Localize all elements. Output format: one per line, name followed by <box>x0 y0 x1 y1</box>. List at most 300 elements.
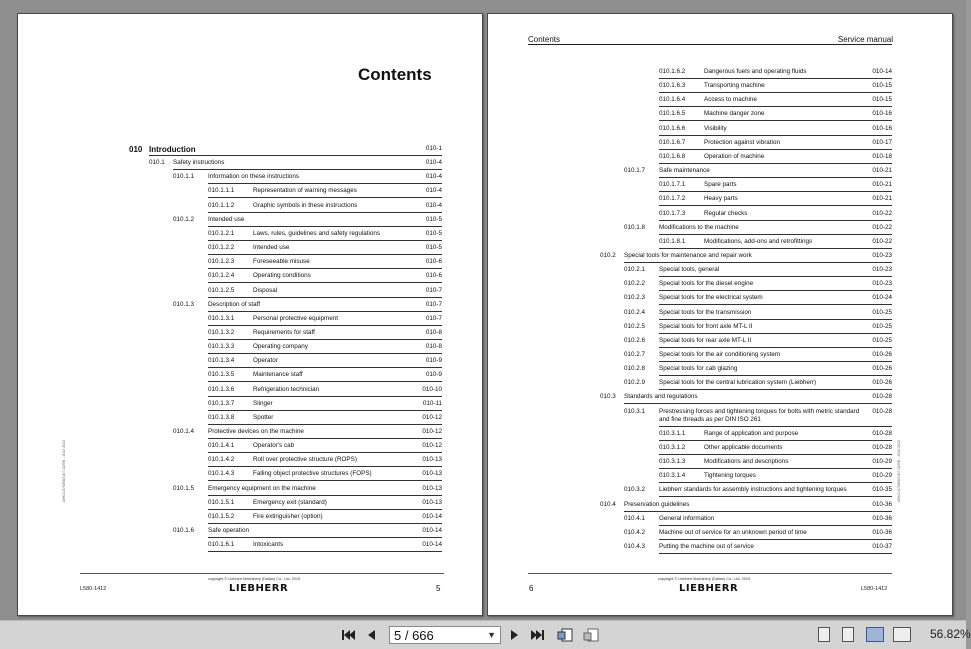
toc-entry-rule <box>208 254 442 255</box>
single-page-icon[interactable] <box>818 627 830 642</box>
toc-entry-page: 010-28 <box>872 407 892 415</box>
toc-entry-number: 010.1.6 <box>173 527 195 535</box>
toc-entry-rule <box>208 339 442 340</box>
toc-entry-rule <box>208 325 442 326</box>
toc-entry-number: 010.1.2 <box>173 215 195 223</box>
toc-entry-title: Maintenance staff <box>253 371 303 379</box>
toc-entry[interactable] <box>18 159 482 172</box>
toc-entry-page: 010-4 <box>425 201 442 209</box>
toc-entry-title: Special tools for the central lubrication system (Liebherr) <box>659 379 817 387</box>
toc-entry-page: 010-12 <box>422 413 442 421</box>
toc-entry-title: Special tools for cab glazing <box>659 365 738 373</box>
prev-page-icon[interactable] <box>364 626 378 644</box>
toc-entry[interactable] <box>18 527 482 540</box>
toc-entry-page: 010-7 <box>425 286 442 294</box>
toc-entry-number: 010.1.8 <box>624 223 646 231</box>
toc-entry-rule <box>208 212 442 213</box>
toc-entry-page: 010-16 <box>872 110 892 118</box>
page-6 <box>487 13 953 616</box>
toc-entry-rule <box>659 191 892 192</box>
toc-entry-page: 010-4 <box>425 159 442 167</box>
toc-entry-rule <box>208 311 442 312</box>
toc-entry-number: 010.1.1.1 <box>208 187 235 195</box>
toc-entry-rule <box>208 353 442 354</box>
toc-entry-rule <box>659 496 892 497</box>
toc-entry-rule <box>659 454 892 455</box>
toc-entry-rule <box>659 333 892 334</box>
toc-entry-number: 010.1.7.1 <box>659 181 686 189</box>
toc-entry-page: 010-14 <box>422 541 442 549</box>
toc-entry-title: Safe maintenance <box>659 167 710 175</box>
toc-entry-title: Special tools for the electrical system <box>659 294 763 302</box>
toc-entry-rule <box>624 511 892 512</box>
toc-entry-page: 010-36 <box>872 514 892 522</box>
toc-entry-title: Requirements for staff <box>253 328 315 336</box>
toc-entry-title: Special tools for front axle MT-L II <box>659 322 753 330</box>
toc-entry-rule <box>208 297 442 298</box>
toc-entry-rule <box>659 290 892 291</box>
toc-entry-number: 010.1.2.4 <box>208 272 235 280</box>
toc-entry[interactable] <box>488 458 952 471</box>
toc-entry-number: 010.1.4.3 <box>208 470 235 478</box>
toc-entry-page: 010-9 <box>425 371 442 379</box>
toc-entry-rule <box>208 282 442 283</box>
toc-entry-number: 010.1.4.1 <box>208 442 235 450</box>
toc-entry-number: 010.2 <box>600 251 616 259</box>
toc-entry[interactable] <box>488 167 952 180</box>
toc-entry-page: 010-12 <box>422 428 442 435</box>
toc-entry-page: 010-23 <box>872 266 892 274</box>
toc-entry-rule <box>659 276 892 277</box>
toc-entry-rule <box>208 495 442 496</box>
toc-entry-number: 010.1.6.4 <box>659 96 686 104</box>
toc-entry[interactable] <box>18 485 482 498</box>
toc-entry[interactable] <box>488 82 952 95</box>
toc-entry-rule <box>208 438 442 439</box>
toc-entry[interactable] <box>488 472 952 485</box>
toc-entry[interactable] <box>488 210 952 223</box>
toc-entry[interactable] <box>488 323 952 336</box>
toc-entry-page: 010-28 <box>872 443 892 451</box>
toc-entry-page: 010-29 <box>872 472 892 480</box>
toc-entry[interactable] <box>488 110 952 123</box>
toc-entry-page: 010-26 <box>872 379 892 387</box>
toc-entry-title: Range of application and purpose <box>704 429 799 437</box>
toc-entry-rule <box>208 226 442 227</box>
toc-entry-title: Liebherr standards for assembly instructions and tightening torques <box>659 486 847 494</box>
toc-entry-number: 010.3.2 <box>624 486 646 494</box>
toc-entry-rule <box>659 426 892 427</box>
toc-entry-title: Intended use <box>253 244 290 252</box>
toc-entry-title: Special tools for rear axle MT-L II <box>659 336 752 344</box>
toc-entry[interactable] <box>488 96 952 109</box>
toc-entry-rule <box>208 466 442 467</box>
toc-entry[interactable] <box>488 430 952 443</box>
toc-entry[interactable] <box>18 329 482 342</box>
fit-width-icon[interactable] <box>583 626 601 644</box>
next-page-icon[interactable] <box>508 626 522 644</box>
toc-entry-page: 010-22 <box>872 209 892 217</box>
toc-entry-page: 010-16 <box>872 124 892 132</box>
toc-entry-number: 010.1.3.3 <box>208 343 235 351</box>
toc-entry[interactable] <box>18 541 482 554</box>
toc-entry-title: Operating company <box>253 343 308 351</box>
toc-entry[interactable] <box>18 371 482 384</box>
toc-entry-title: Protection against vibration <box>704 138 780 146</box>
toc-entry-title: Fire extinguisher (option) <box>253 512 323 520</box>
toc-entry[interactable] <box>18 187 482 200</box>
toc-entry-number: 010.1.8.1 <box>659 237 686 245</box>
toc-entry-number: 010.4.3 <box>624 542 646 550</box>
toc-entry[interactable] <box>18 216 482 229</box>
page-number: 5 <box>436 584 441 593</box>
first-page-icon[interactable] <box>340 626 356 644</box>
toc-entry-rule <box>208 523 442 524</box>
toc-entry[interactable] <box>18 456 482 469</box>
toc-entry-page: 010-14 <box>422 512 442 520</box>
toc-entry-page: 010-9 <box>425 357 442 365</box>
toc-entry-rule <box>659 375 892 376</box>
footer-rule <box>80 573 444 574</box>
toc-entry-page: 010-29 <box>872 458 892 466</box>
last-page-icon[interactable] <box>530 626 546 644</box>
toc-entry-title: Modifications and descriptions <box>704 458 789 466</box>
toc-entry[interactable] <box>18 470 482 483</box>
toc-entry-page: 010-36 <box>872 528 892 536</box>
toc-entry[interactable] <box>488 238 952 251</box>
toc-entry[interactable] <box>18 244 482 257</box>
toc-entry[interactable] <box>18 272 482 285</box>
footer-copyright: copyright © Liebherr Machinery (Dalian) Co., Ltd. 2019 <box>658 577 751 581</box>
toc-entry-title: Falling object protective structures (FOPS) <box>253 470 372 478</box>
toc-entry[interactable] <box>488 337 952 350</box>
toc-entry[interactable] <box>488 515 952 528</box>
toc-entry[interactable] <box>488 501 952 514</box>
toc-entry-number: 010.1.7.3 <box>659 209 686 217</box>
toc-entry-title: Safety instructions <box>173 159 225 167</box>
toc-entry-rule <box>659 482 892 483</box>
toc-entry-title: Prestressing forces and tightening torques for bolts with metric standard and fine threads as per DIN ISO 261 <box>659 407 860 423</box>
toc-entry-page: 010-8 <box>425 328 442 336</box>
toc-entry-rule <box>173 169 442 170</box>
toc-entry-title: Emergency exit (standard) <box>253 498 327 506</box>
toc-entry-page: 010-5 <box>425 215 442 223</box>
toc-entry-page: 010-6 <box>425 272 442 280</box>
toc-entry-rule <box>659 361 892 362</box>
toc-entry-rule <box>208 183 442 184</box>
toc-entry[interactable] <box>488 444 952 457</box>
toc-entry-title: Operator <box>253 357 278 365</box>
toc-entry-title: Spotter <box>253 413 274 421</box>
toc-entry-number: 010.3 <box>600 393 616 401</box>
toc-entry-title: Standards and regulations <box>624 393 698 401</box>
toc-entry-number: 010 <box>129 145 143 154</box>
toc-entry-page: 010-36 <box>872 500 892 508</box>
toc-entry-rule <box>208 197 442 198</box>
toc-entry[interactable] <box>488 365 952 378</box>
toc-entry-title: Foreseeable misuse <box>253 258 310 266</box>
toc-entry-rule <box>208 381 442 382</box>
toc-entry-page: 010-13 <box>422 470 442 478</box>
toc-entry-title: Access to machine <box>704 96 757 104</box>
toc-entry-page: 010-23 <box>872 251 892 259</box>
toc-entry-title: Description of staff <box>208 300 261 308</box>
two-page-icon[interactable] <box>866 627 884 642</box>
toc-entry-rule <box>659 248 892 249</box>
toc-entry-page: 010-28 <box>872 429 892 437</box>
toc-entry-number: 010.1.3.1 <box>208 314 235 322</box>
toc-entry-page: 010-25 <box>872 322 892 330</box>
page-title: Contents <box>358 65 432 84</box>
toc-entry-page: 010-21 <box>872 195 892 203</box>
toc-entry-page: 010-14 <box>872 68 892 75</box>
toc-entry[interactable] <box>18 202 482 215</box>
toc-entry-number: 010.1.6.1 <box>208 541 235 549</box>
toc-entry[interactable] <box>488 529 952 542</box>
toc-entry-rule <box>208 410 442 411</box>
toc-entry[interactable] <box>488 379 952 392</box>
toc-entry-title: Representation of warning messages <box>253 187 357 195</box>
toc-entry[interactable] <box>18 343 482 356</box>
toc-entry-title: Modifications to the machine <box>659 223 739 231</box>
toc-entry[interactable] <box>18 414 482 427</box>
toc-entry[interactable] <box>488 224 952 237</box>
toc-entry-page: 010-13 <box>422 484 442 492</box>
toc-entry[interactable] <box>18 145 482 158</box>
toc-entry[interactable] <box>488 195 952 208</box>
toc-entry-title: Introduction <box>149 145 196 154</box>
toc-entry-number: 010.1.2.1 <box>208 229 235 237</box>
page-number: 6 <box>529 584 534 593</box>
toc-entry-number: 010.1.7.2 <box>659 195 686 203</box>
toc-entry[interactable] <box>488 153 952 166</box>
toc-entry-rule <box>208 480 442 481</box>
toc-entry-page: 010-22 <box>872 237 892 245</box>
toc-entry-number: 010.1.3 <box>173 300 195 308</box>
toc-entry[interactable] <box>488 125 952 138</box>
toc-entry-page: 010-14 <box>422 527 442 535</box>
toc-entry-rule <box>208 424 442 425</box>
toc-entry[interactable] <box>18 230 482 243</box>
toc-entry-page: 010-10 <box>422 385 442 393</box>
toc-entry[interactable] <box>18 386 482 399</box>
toc-entry-number: 010.1.6.8 <box>659 152 686 160</box>
toc-entry-number: 010.1.1.2 <box>208 201 235 209</box>
toc-entry-rule <box>659 304 892 305</box>
toc-entry-page: 010-1 <box>425 145 442 152</box>
page-5 <box>17 13 483 616</box>
toc-entry-rule <box>659 468 892 469</box>
toc-entry-rule <box>659 440 892 441</box>
toc-entry-rule <box>208 396 442 397</box>
toc-entry-number: 010.4.1 <box>624 514 646 522</box>
toc-entry-title: General information <box>659 514 715 522</box>
footer-copyright: copyright © Liebherr Machinery (Dalian) Co., Ltd. 2019 <box>208 577 301 581</box>
toc-entry-title: Special tools for the air conditioning system <box>659 351 781 358</box>
toc-entry[interactable] <box>18 315 482 328</box>
fit-page-icon[interactable] <box>557 626 575 644</box>
toc-entry-rule <box>659 149 892 150</box>
toc-entry-title: Roll over protective structure (ROPS) <box>253 456 357 464</box>
toc-entry-number: 010.1.6.5 <box>659 110 686 118</box>
toc-entry[interactable] <box>488 280 952 293</box>
toc-entry-page: 010-23 <box>872 280 892 288</box>
toc-entry-rule <box>208 367 442 368</box>
toc-entry-page: 010-21 <box>872 181 892 189</box>
toc-entry-page: 010-15 <box>872 82 892 90</box>
toc-entry-page: 010-4 <box>425 173 442 181</box>
chevron-down-icon[interactable]: ▼ <box>487 630 496 640</box>
toc-entry-number: 010.1.2.2 <box>208 244 235 252</box>
toc-entry[interactable] <box>488 309 952 322</box>
continuous-two-page-icon[interactable] <box>893 627 911 642</box>
toc-entry-rule <box>659 177 892 178</box>
toc-entry-page: 010-17 <box>872 138 892 146</box>
toc-entry-page: 010-22 <box>872 223 892 231</box>
toc-entry-number: 010.3.1.3 <box>659 458 686 466</box>
toc-entry-title: Operation of machine <box>704 152 765 160</box>
toc-entry[interactable] <box>18 173 482 186</box>
toc-entry-number: 010.1.4.2 <box>208 456 235 464</box>
toc-entry-number: 010.2.6 <box>624 336 646 344</box>
toc-entry-title: Intoxicants <box>253 541 284 549</box>
toc-entry-number: 010.1.3.8 <box>208 413 235 421</box>
toc-entry-title: Regular checks <box>704 209 748 217</box>
toc-entry[interactable] <box>488 486 952 499</box>
toc-entry-number: 010.2.8 <box>624 365 646 373</box>
toc-entry-number: 010.1.3.6 <box>208 385 235 393</box>
toc-entry[interactable] <box>18 513 482 526</box>
liebherr-logo: LIEBHERR <box>679 583 739 594</box>
toc-entry-page: 010-12 <box>422 442 442 450</box>
toc-entry-page: 010-24 <box>872 294 892 302</box>
toc-entry-title: Laws, rules, guidelines and safety regulations <box>253 229 381 237</box>
toc-entry[interactable] <box>18 301 482 314</box>
footer-model: L580-1412 <box>861 586 888 592</box>
toc-entry-number: 010.3.1 <box>624 407 646 415</box>
toc-entry-page: 010-25 <box>872 336 892 344</box>
toc-entry-rule <box>659 205 892 206</box>
toc-entry[interactable] <box>488 393 952 406</box>
toc-entry-rule <box>659 120 892 121</box>
toc-entry-rule <box>208 509 442 510</box>
toc-entry[interactable] <box>18 428 482 441</box>
header-rule <box>528 44 892 45</box>
toc-entry-page: 010-35 <box>872 486 892 494</box>
toc-entry[interactable] <box>18 357 482 370</box>
toc-entry-page: 010-13 <box>422 456 442 464</box>
toc-entry-page: 010-26 <box>872 351 892 358</box>
toc-entry-rule <box>659 135 892 136</box>
toc-entry-page: 010-4 <box>425 187 442 195</box>
toc-entry-rule <box>208 551 442 552</box>
toc-entry-title: Spare parts <box>704 181 737 189</box>
toc-entry-number: 010.2.1 <box>624 266 646 274</box>
toc-entry[interactable] <box>488 252 952 265</box>
toc-entry-title: Operating conditions <box>253 272 311 280</box>
toc-entry-rule <box>208 452 442 453</box>
toc-entry-rule <box>659 92 892 93</box>
toc-entry-title: Operator's cab <box>253 442 295 450</box>
toc-entry-number: 010.1.3.7 <box>208 399 235 407</box>
toc-entry-rule <box>208 268 442 269</box>
toc-entry[interactable] <box>488 266 952 279</box>
toc-entry-title: Special tools for the transmission <box>659 308 752 316</box>
zoom-level[interactable]: 56.82% <box>930 627 971 641</box>
side-note: LBH/11875868/1007-02/EN - 2022 2022 <box>897 440 901 503</box>
toc-entry-number: 010.1.6.6 <box>659 124 686 132</box>
toc-entry[interactable] <box>18 499 482 512</box>
toc-entry-number: 010.1.6.2 <box>659 68 686 75</box>
toc-entry-rule <box>659 319 892 320</box>
toc-entry-title: Visibility <box>704 124 727 132</box>
toc-entry-number: 010.1.3.5 <box>208 371 235 379</box>
toc-entry-title: Personal protective equipment <box>253 314 339 322</box>
toc-entry-title: Protective devices on the machine <box>208 428 304 435</box>
toc-entry-rule <box>659 163 892 164</box>
toc-entry[interactable] <box>488 351 952 364</box>
navigation-toolbar <box>0 620 971 649</box>
toc-entry-number: 010.1.4 <box>173 428 195 435</box>
liebherr-logo: LIEBHERR <box>229 583 289 594</box>
toc-entry[interactable] <box>488 294 952 307</box>
toc-entry-title: Slinger <box>253 399 273 407</box>
toc-entry[interactable] <box>488 139 952 152</box>
page-number-field[interactable] <box>389 626 501 644</box>
toc-entry-page: 010-8 <box>425 343 442 351</box>
toc-entry-rule <box>659 539 892 540</box>
toc-entry-page: 010-21 <box>872 167 892 175</box>
toc-entry-number: 010.1.6.7 <box>659 138 686 146</box>
toc-entry-rule <box>208 240 442 241</box>
page-number-value: 5 / 666 <box>394 628 434 643</box>
toc-entry-rule <box>624 262 892 263</box>
toc-entry[interactable] <box>18 400 482 413</box>
toc-entry[interactable] <box>18 287 482 300</box>
toc-entry-title: Heavy parts <box>704 195 738 203</box>
toc-entry-page: 010-25 <box>872 308 892 316</box>
toc-entry-title: Refrigeration technician <box>253 385 320 393</box>
toc-entry-number: 010.1.7 <box>624 167 646 175</box>
toc-entry-number: 010.1.5 <box>173 484 195 492</box>
toc-entry-number: 010.2.7 <box>624 351 646 358</box>
toc-entry[interactable] <box>488 543 952 556</box>
toc-entry[interactable] <box>488 68 952 81</box>
toc-entry[interactable] <box>488 181 952 194</box>
footer-model: L580-1412 <box>80 586 107 592</box>
toc-entry-rule <box>659 220 892 221</box>
toc-entry[interactable] <box>18 442 482 455</box>
toc-entry-rule <box>624 403 892 404</box>
toc-entry-page: 010-28 <box>872 393 892 401</box>
toc-entry-title: Machine out of service for an unknown period of time <box>659 528 807 536</box>
toc-entry-number: 010.1.2.3 <box>208 258 235 266</box>
toc-entry-number: 010.3.1.2 <box>659 443 686 451</box>
toc-entry-page: 010-5 <box>425 229 442 237</box>
toc-entry-title: Special tools for the diesel engine <box>659 280 754 288</box>
toc-entry-title: Graphic symbols in these instructions <box>253 201 358 209</box>
continuous-icon[interactable] <box>842 627 854 642</box>
toc-entry-number: 010.2.9 <box>624 379 646 387</box>
toc-entry-page: 010-7 <box>425 314 442 322</box>
toc-entry-rule <box>659 347 892 348</box>
toc-entry[interactable] <box>18 258 482 271</box>
toc-entry-number: 010.1 <box>149 159 165 167</box>
toc-entry-title: Other applicable documents <box>704 443 783 451</box>
toc-entry[interactable] <box>488 408 952 421</box>
toc-entry-title: Emergency equipment on the machine <box>208 484 316 492</box>
toc-entry-rule <box>659 106 892 107</box>
